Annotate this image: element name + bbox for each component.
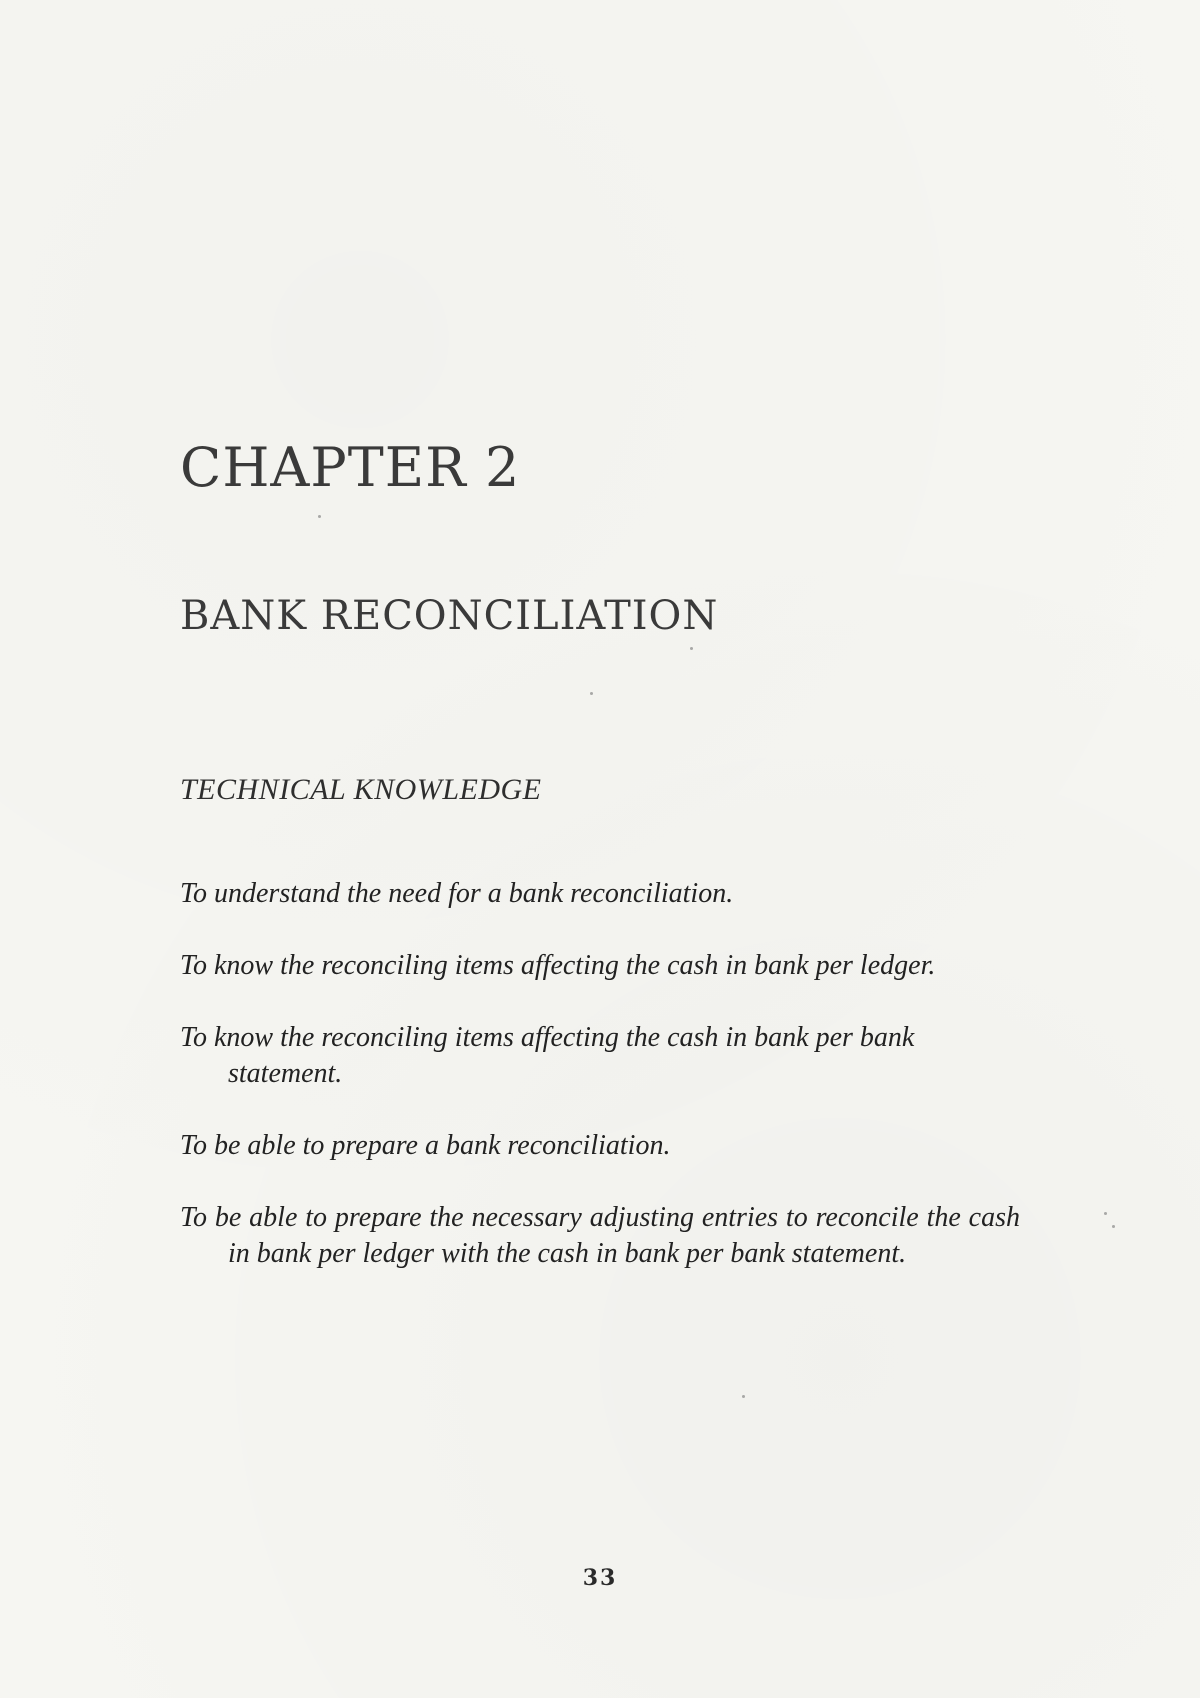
chapter-title: BANK RECONCILIATION	[180, 593, 719, 639]
scan-speck	[318, 515, 321, 518]
page-number: 33	[582, 1565, 618, 1591]
objective-item: To be able to prepare a bank reconciliation.	[180, 1130, 671, 1161]
objective-item: To know the reconciling items affecting the cash in bank per bank statement.	[180, 1022, 915, 1089]
scan-speck	[1112, 1225, 1115, 1228]
learning-objectives-list	[180, 876, 1020, 1272]
scan-speck	[742, 1395, 745, 1398]
scan-speck	[590, 692, 593, 695]
scan-speck	[690, 647, 693, 650]
scan-speck	[1104, 1212, 1107, 1215]
objective-item: To be able to prepare the necessary adjusting entries to reconcile the cash in bank per ledger with the cash in bank per bank statement.	[180, 1202, 1020, 1269]
objective-item: To understand the need for a bank reconciliation.	[180, 878, 734, 909]
chapter-number-heading: CHAPTER 2	[180, 436, 521, 499]
objective-item: To know the reconciling items affecting the cash in bank per ledger.	[180, 950, 936, 981]
section-heading-technical-knowledge: TECHNICAL KNOWLEDGE	[180, 773, 542, 806]
